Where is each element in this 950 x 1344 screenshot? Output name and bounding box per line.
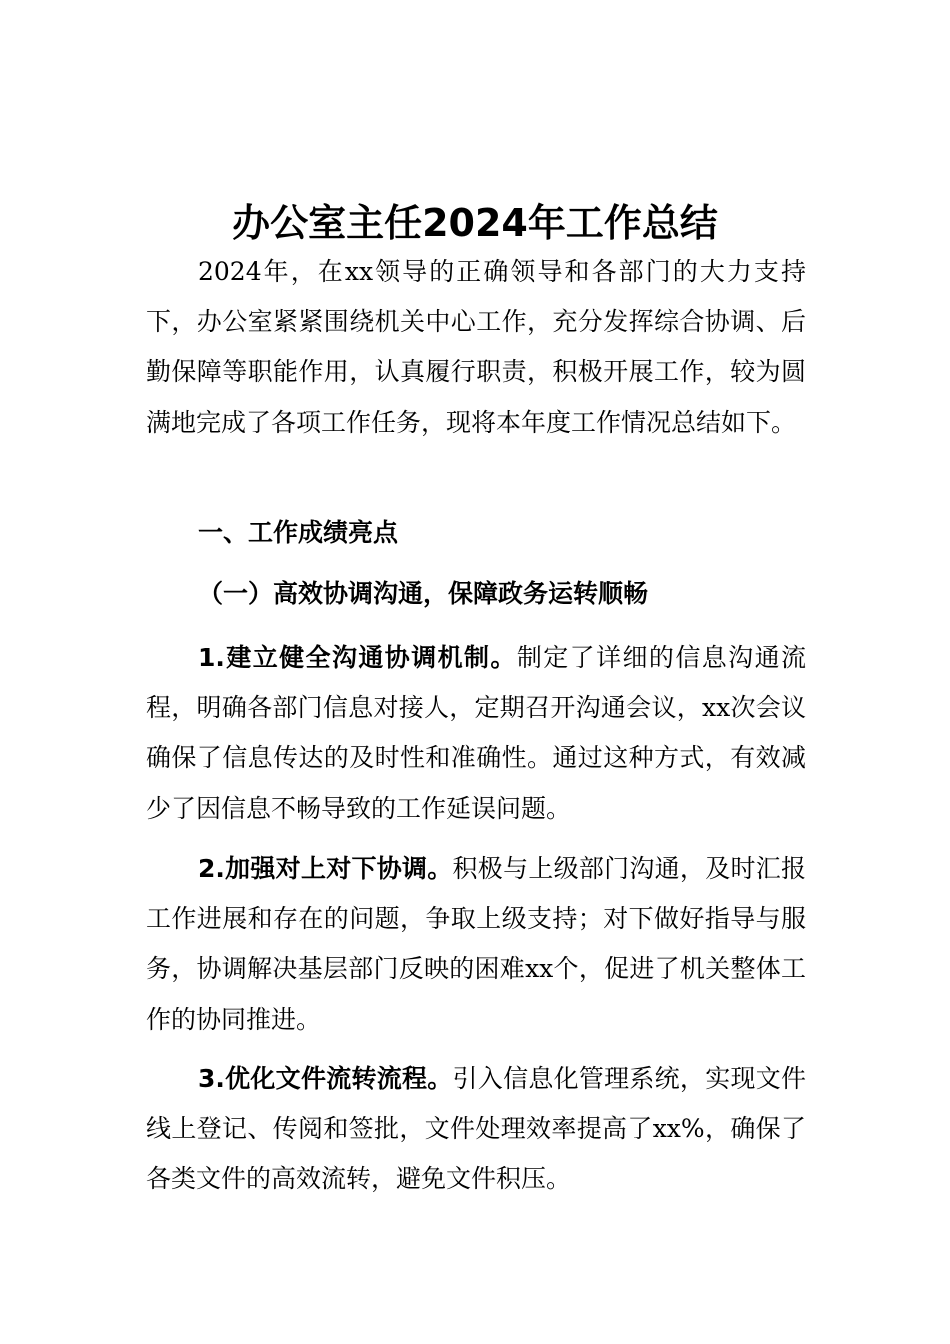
item-lead-text: 2.加强对上对下协调。 [198,854,453,883]
item-lead-text: 1.建立健全沟通协调机制。 [198,643,517,672]
item-body-text: 制定了详细的信息沟通流程，明确各部门信息对接人，定期召开沟通会议，xx次会议确保了信息传达的及时性和准确性。通过这种方式，有效减少了因信息不畅导致的工作延误问题。 [146,643,806,823]
list-item-paragraph [146,844,806,1045]
item-body-text: 引入信息化管理系统，实现文件线上登记、传阅和签批，文件处理效率提高了xx%，确保了各类文件的高效流转，避免文件积压。 [146,1064,806,1194]
item-lead-text: 3.优化文件流转流程。 [198,1064,453,1093]
list-item-paragraph [146,1054,806,1205]
section-heading: 一、工作成绩亮点 [198,518,399,547]
intro-paragraph: 2024年，在xx领导的正确领导和各部门的大力支持下，办公室紧紧围绕机关中心工作，充分发挥综合协调、后勤保障等职能作用，认真履行职责，积极开展工作，较为圆满地完成了各项工作任务，现将本年度工作情况总结如下。 [146,257,806,437]
item-body-text: 积极与上级部门沟通，及时汇报工作进展和存在的问题，争取上级支持；对下做好指导与服务，协调解决基层部门反映的困难xx个，促进了机关整体工作的协同推进。 [146,854,806,1034]
list-item-paragraph [146,633,806,834]
subsection-heading: （一）高效协调沟通，保障政务运转顺畅 [198,579,649,608]
document-title: 办公室主任2024年工作总结 [232,201,718,246]
